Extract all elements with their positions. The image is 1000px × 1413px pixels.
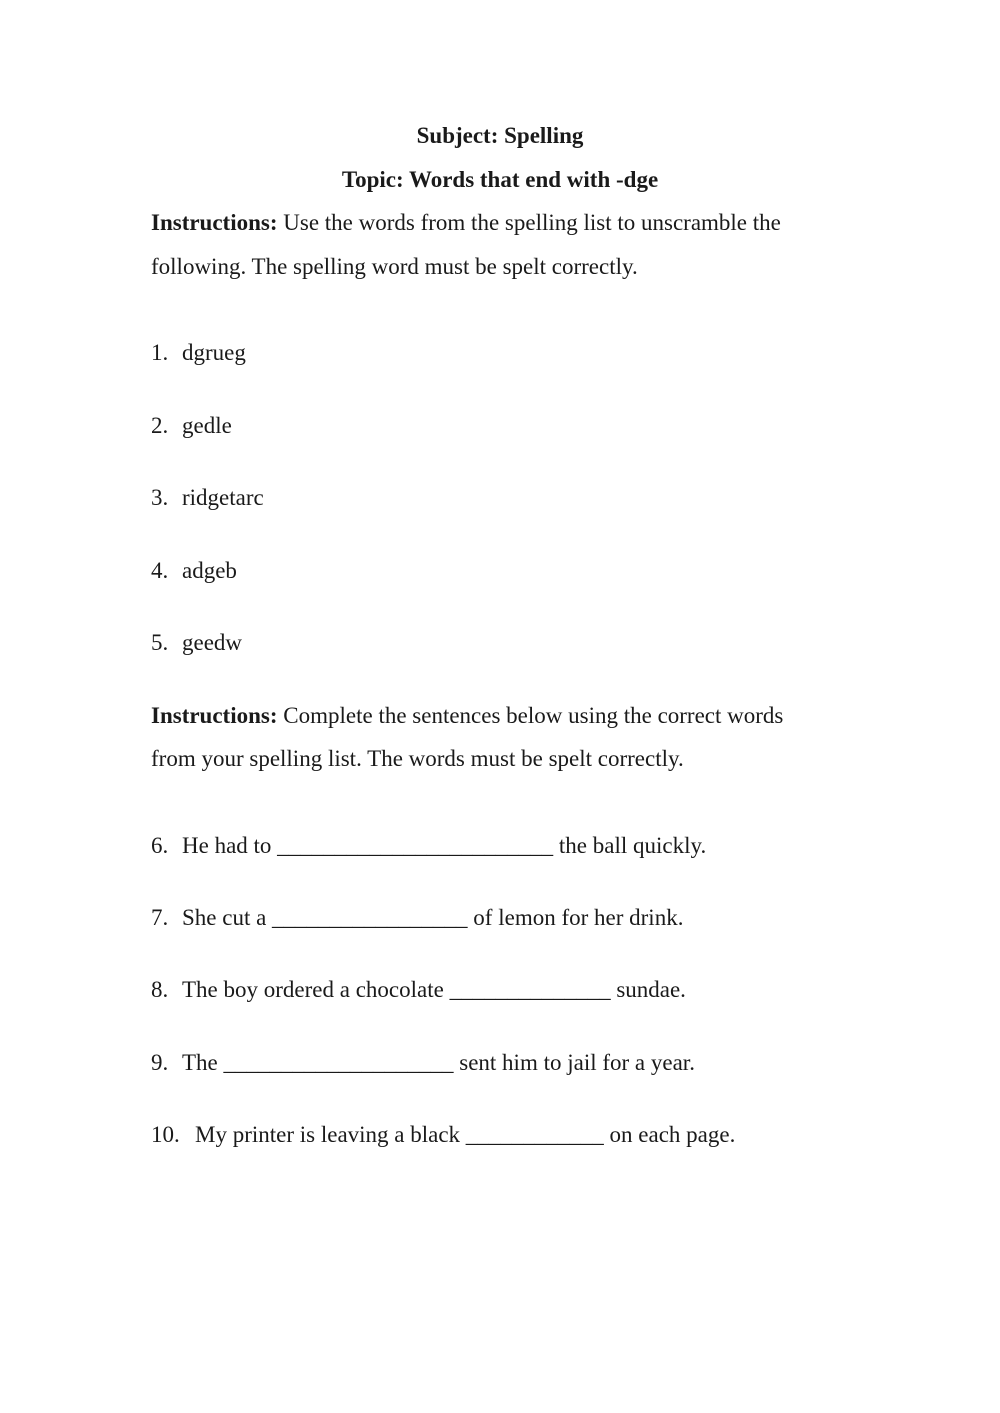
subject-heading: Subject: Spelling bbox=[416, 123, 584, 148]
item-number: 2. bbox=[151, 413, 169, 438]
list-item bbox=[151, 903, 683, 933]
item-number: 3. bbox=[151, 485, 169, 510]
instructions-1-text-1: Use the words from the spelling list to unscramble the bbox=[277, 210, 781, 235]
sentence: He had to ________________________ the ball quickly. bbox=[182, 833, 707, 858]
sentence: The ____________________ sent him to jail for a year. bbox=[182, 1050, 695, 1075]
instructions-1-line-2: following. The spelling word must be spelt correctly. bbox=[151, 254, 638, 279]
item-number: 5. bbox=[151, 630, 169, 655]
list-item bbox=[151, 556, 237, 586]
sentence: The boy ordered a chocolate ______________ sundae. bbox=[182, 977, 686, 1002]
instructions-1-line-1 bbox=[151, 208, 781, 238]
list-item bbox=[151, 831, 706, 861]
instructions-1-label: Instructions: bbox=[151, 210, 278, 235]
list-item bbox=[151, 1048, 695, 1078]
scrambled-word: ridgetarc bbox=[182, 485, 264, 510]
list-item bbox=[151, 628, 242, 658]
scrambled-word: geedw bbox=[182, 630, 243, 655]
item-number: 8. bbox=[151, 977, 169, 1002]
sentence: She cut a _________________ of lemon for her drink. bbox=[182, 905, 684, 930]
item-number: 4. bbox=[151, 558, 169, 583]
instructions-2-line-1 bbox=[151, 701, 783, 731]
list-item bbox=[151, 975, 686, 1005]
scrambled-word: dgrueg bbox=[182, 340, 246, 365]
list-item bbox=[151, 338, 246, 368]
item-number: 10. bbox=[151, 1122, 180, 1147]
scrambled-word: adgeb bbox=[182, 558, 237, 583]
item-number: 6. bbox=[151, 833, 169, 858]
list-item bbox=[151, 483, 264, 513]
instructions-2-line-2: from your spelling list. The words must be spelt correctly. bbox=[151, 746, 684, 771]
item-number: 9. bbox=[151, 1050, 169, 1075]
item-number: 1. bbox=[151, 340, 169, 365]
list-item bbox=[151, 1120, 735, 1150]
item-number: 7. bbox=[151, 905, 169, 930]
scrambled-word: gedle bbox=[182, 413, 232, 438]
list-item bbox=[151, 411, 232, 441]
instructions-2-text-1: Complete the sentences below using the correct words bbox=[277, 703, 784, 728]
sentence: My printer is leaving a black ____________ on each page. bbox=[195, 1122, 736, 1147]
instructions-2-label: Instructions: bbox=[151, 703, 278, 728]
topic-heading: Topic: Words that end with -dge bbox=[341, 167, 659, 192]
